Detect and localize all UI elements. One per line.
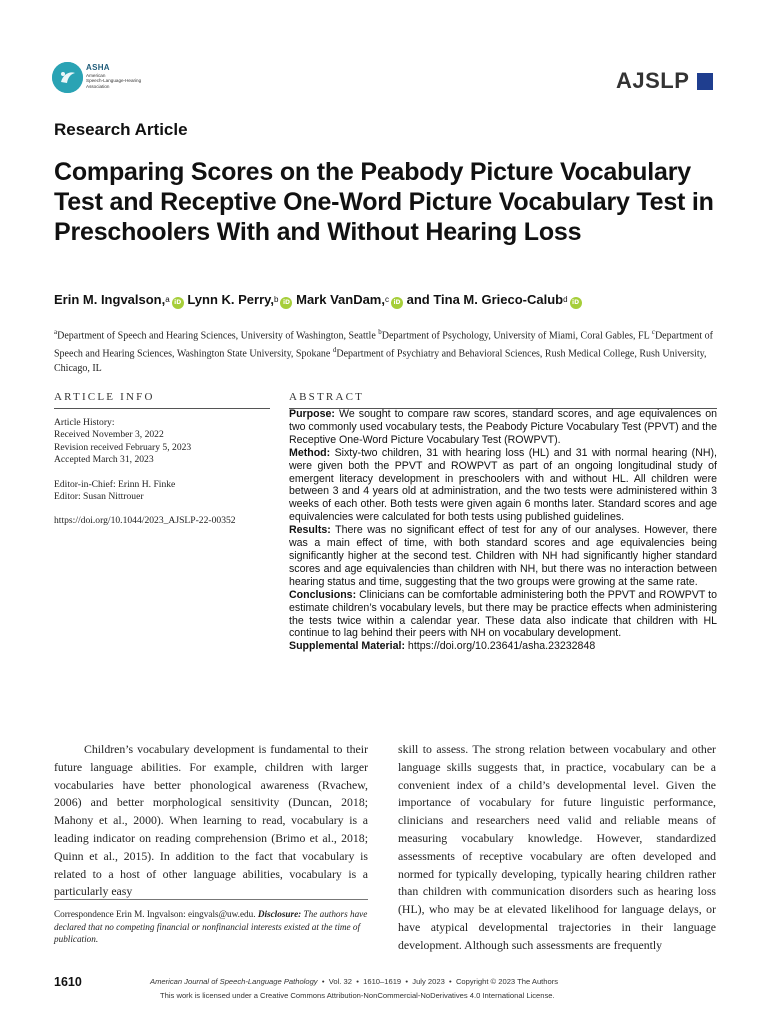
affiliation-mark: c — [651, 328, 655, 336]
body-column-left — [54, 741, 368, 901]
author-list — [54, 292, 734, 309]
abstract-label: Purpose: — [289, 408, 335, 420]
abstract-paragraph: There was no significant effect of test for any of our analyses. However, there was a main effect of time, with both standard scores and age equivalencies being significantly higher at the second test. Children with NH had significantly higher standard scores and age equivalencies than children with NH, but there was no interaction between hearing status and time, suggesting that the two groups were growing at the same rate. — [289, 524, 717, 588]
body-paragraph: Children’s vocabulary development is fundamental to their future language abilities. For example, children with larger vocabularies have better phonological awareness (Rvachew, 2006) and better morphological sensitivity (Duncan, 2018; Mahony et al., 2000). When learning to read, vocabulary is a leading indicator on reading comprehension (Brimo et al., 2018; Quinn et al., 2015). In addition to the fact that vocabulary is related to a host of other language abilities, vocabulary is a particularly easy — [54, 742, 368, 899]
article-history-label: Article History: — [54, 417, 115, 428]
author-name: Mark VanDam, — [296, 292, 385, 307]
asha-logo-icon — [52, 62, 83, 93]
abstract-heading: ABSTRACT — [289, 391, 365, 403]
separator-dot: • — [446, 977, 454, 986]
publication-date: July 2023 — [412, 977, 445, 986]
abstract-supplemental — [289, 640, 717, 653]
volume: Vol. 32 — [328, 977, 352, 986]
editor: Editor: Susan Nittrouer — [54, 491, 144, 503]
article-info-heading: ARTICLE INFO — [54, 391, 155, 403]
separator-dot: • — [354, 977, 361, 986]
article-info — [54, 417, 270, 528]
received-date: Received November 3, 2022 — [54, 429, 164, 441]
abstract-purpose — [289, 408, 717, 447]
affiliation-mark: d — [332, 346, 337, 355]
footnote — [54, 908, 372, 946]
editor-in-chief: Editor-in-Chief: Erinn H. Finke — [54, 478, 176, 490]
asha-logo — [52, 60, 172, 98]
asha-logo-line: Association — [86, 83, 110, 89]
separator-dot: • — [403, 977, 411, 986]
abstract-results — [289, 524, 717, 589]
article-doi-link[interactable]: https://doi.org/10.1044/2023_AJSLP-22-00352 — [54, 515, 236, 527]
page-range: 1610–1619 — [363, 977, 402, 986]
abstract-method — [289, 447, 717, 524]
revised-date: Revision received February 5, 2023 — [54, 441, 192, 453]
article-title: Comparing Scores on the Peabody Picture Vocabulary Test and Receptive One-Word Picture Vocabulary Test in Preschoolers With and Without Hearing Loss — [54, 158, 714, 246]
abstract-paragraph: We sought to compare raw scores, standard scores, and age equivalences on two commonly used vocabulary tests, the Peabody Picture Vocabulary Test (PPVT) and the Receptive One-Word Picture Vocabulary Test (ROWPVT). — [289, 408, 717, 446]
correspondence: Correspondence Erin M. Ingvalson: eingvals@uw.edu. — [54, 909, 256, 919]
divider — [54, 408, 270, 409]
accepted-date: Accepted March 31, 2023 — [54, 454, 154, 466]
author-affiliation-mark: c — [384, 295, 389, 304]
body-paragraph: skill to assess. The strong relation between vocabulary and other language skills suggests that, in practice, vocabulary can be a convenient index of a child’s developmental level. Given the importance of vocabulary for future linguistic performance, clinicians and researchers need valid and reliable means of measuring vocabulary knowledge. However, standardized assessments of receptive vocabulary are often developed and normed for typically developing, typically hearing children rather than children with communication disorders such as hearing loss (HL), who may be at elevated likelihood for language delays, or have atypical developmental trajectories in their language development. Although such assessments are frequently — [398, 742, 716, 952]
supplemental-link[interactable]: https://doi.org/10.23641/asha.23232848 — [407, 640, 596, 653]
copyright: Copyright © 2023 The Authors — [455, 977, 559, 986]
page-number: 1610 — [54, 975, 82, 989]
abstract-label: Results: — [289, 524, 331, 537]
article-type: Research Article — [54, 120, 188, 139]
affiliation-mark: a — [54, 328, 58, 336]
abstract-label: Method: — [289, 446, 331, 459]
abstract-paragraph: Sixty-two children, 31 with hearing loss (HL) and 31 with normal hearing (NH), were given both the PPVT and ROWPVT as part of an ongoing longitudinal study of emergent literacy development in preschoolers with and without HL. All children were between 3 and 4 years old at administration, and the two tests were administered within 3 weeks of each other. Both tests were given again 6 months later. Standard scores and age equivalencies were calculated for both tests using published guidelines. — [289, 446, 717, 524]
asha-logo-line: American — [86, 73, 106, 78]
asha-logo-word: ASHA — [86, 63, 110, 72]
disclosure-label: Disclosure: — [257, 909, 302, 919]
abstract-label: Supplemental Material: — [289, 640, 405, 653]
affiliation: Department of Psychology, University of Miami, Coral Gables, FL — [381, 330, 650, 342]
footnote-divider — [54, 899, 368, 900]
disclosure-text: The authors have declared that no competing financial or nonfinancial interests existed at the time of publication. — [54, 909, 368, 945]
affiliation-mark: b — [378, 328, 382, 336]
affiliation: Department of Psychiatry and Behavioral Sciences, Rush Medical College, Rush University, Chicago, IL — [54, 348, 707, 374]
author-name: Erin M. Ingvalson, — [54, 292, 166, 307]
author-name: Lynn K. Perry, — [187, 292, 275, 307]
author-affiliation-mark: b — [274, 295, 279, 304]
author-affiliation-mark: d — [563, 295, 568, 304]
abstract-paragraph: Clinicians can be comfortable administering both the PPVT and ROWPVT to estimate children’s vocabulary levels, but there may be practice effects when administering the tests twice within a calendar year. These data also indicate that children with HL continue to lag behind their peers with NH on vocabulary development. — [289, 588, 717, 640]
orcid-icon[interactable]: iD — [391, 297, 403, 309]
abstract-conclusions — [289, 589, 717, 641]
orcid-icon[interactable]: iD — [570, 297, 582, 309]
affiliations — [54, 325, 718, 376]
orcid-icon[interactable]: iD — [172, 297, 184, 309]
affiliation: Department of Speech and Hearing Sciences, Washington State University, Spokane — [54, 330, 713, 360]
body-column-right — [398, 741, 716, 955]
affiliation: Department of Speech and Hearing Sciences, University of Washington, Seattle — [57, 330, 376, 342]
abstract-label: Conclusions: — [289, 588, 357, 601]
citation-line — [150, 977, 620, 986]
journal-logo-square — [697, 73, 713, 90]
asha-logo-line: Speech-Language-Hearing — [86, 78, 142, 84]
author-affiliation-mark: a — [165, 295, 170, 304]
orcid-icon[interactable]: iD — [280, 297, 292, 309]
separator-dot: • — [319, 977, 327, 986]
journal-name: American Journal of Speech-Language Pathology — [150, 977, 318, 986]
license-line: This work is licensed under a Creative Commons Attribution-NonCommercial-NoDerivatives 4.0 International License. — [160, 991, 555, 1000]
abstract-text — [289, 408, 717, 653]
asha-logo-subtitle — [86, 73, 170, 89]
author-name: and Tina M. Grieco-Calub — [406, 292, 564, 307]
journal-abbreviation: AJSLP — [616, 68, 690, 93]
